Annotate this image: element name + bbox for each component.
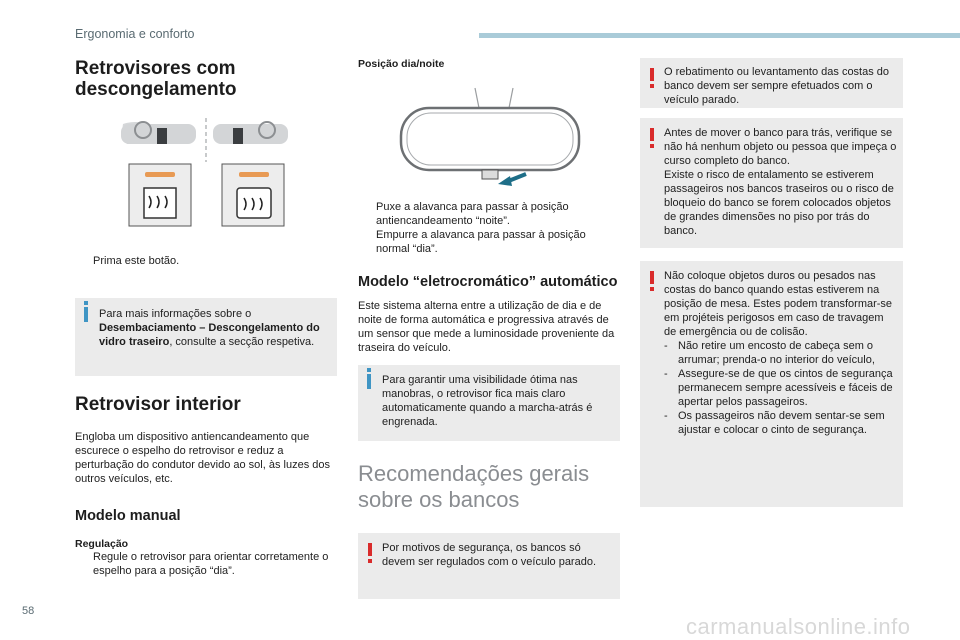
warning-box-seat-move: Antes de mover o banco para trás, verifique se não há nenhum objeto ou pessoa que impeça o curso completo do banco. Existe o risco de entalamento se estiverem passageiros nos bancos traseiros ou o risco de bloqueio do banco se forem colocados objetos de grandes dimensões no piso por trás do banco.: [640, 118, 903, 248]
manual-model-title: Modelo manual: [75, 508, 181, 524]
warning-icon: [368, 543, 372, 556]
seat-recommendations-title: Recomendações gerais sobre os bancos: [358, 461, 590, 512]
list-item: - Os passageiros não devem sentar-se sem ajustar e colocar o cinto de segurança.: [664, 410, 885, 436]
list-item: - Assegure-se de que os cintos de segurança permanecem sempre acessíveis e fáceis de apertar pelos passageiros.: [664, 368, 893, 408]
defrost-buttons-illustration: [75, 116, 337, 228]
mirrors-defrost-title: Retrovisores com descongelamento: [75, 58, 237, 100]
info-icon: [84, 307, 88, 322]
warning-box-seat-adjust: Por motivos de segurança, os bancos só devem ser regulados com o veículo parado.: [358, 533, 620, 599]
press-button-instruction: Prima este botão.: [75, 254, 337, 268]
electrochromic-text: Este sistema alterna entre a utilização de dia e de noite de forma automática e progressiva através de um sensor que mede a luminosidade proveniente da traseira do veículo.: [358, 300, 615, 354]
bullet-icon: [358, 200, 376, 228]
watermark: carmanualsonline.info: [686, 614, 911, 639]
bullet-icon: [75, 550, 93, 578]
warning-box-backrest: O rebatimento ou levantamento das costas do banco devem ser sempre efetuados com o veículo parado.: [640, 58, 903, 108]
regulation-label: Regulação: [75, 538, 129, 550]
section-header: Ergonomia e conforto: [75, 27, 195, 41]
regulation-instruction: Regule o retrovisor para orientar corretamente o espelho para a posição “dia”.: [75, 550, 337, 578]
bullet-icon: [75, 254, 93, 268]
pull-lever-instruction: Puxe a alavanca para passar à posição antiencandeamento “noite”.: [358, 200, 620, 228]
column-right: [640, 58, 903, 507]
warning-icon: [650, 68, 654, 81]
push-lever-instruction: Empurre a alavanca para passar à posição normal “dia”.: [358, 228, 620, 256]
column-left: [75, 58, 337, 578]
warning-icon: [650, 271, 654, 284]
warning-box-objects: Não coloque objetos duros ou pesados nas costas do banco quando estas estiverem na posição de mesa. Estes podem transformar-se em projéteis perigosos em caso de travagem de emergência ou de colisão. - Não retire um encosto de cabeça sem o arrumar; prenda-o no interior do veículo, - Assegure-se de que os cintos de segurança permanecem sempre acessíveis e fáceis de apertar pelos passageiros. - Os passageiros não devem sentar-se sem ajustar e colocar o cinto de segurança.: [640, 261, 903, 507]
warning-icon: [650, 128, 654, 141]
interior-mirror-title: Retrovisor interior: [75, 394, 241, 415]
list-item: - Não retire um encosto de cabeça sem o arrumar; prenda-o no interior do veículo,: [664, 340, 875, 366]
bullet-icon: [358, 228, 376, 256]
interior-mirror-text: Engloba um dispositivo antiencandeamento que escurece o espelho do retrovisor e reduz a perturbação do condutor devido ao sol, às luzes dos outros veículos, etc.: [75, 431, 330, 485]
electrochromic-title: Modelo “eletrocromático” automático: [358, 274, 618, 290]
defrost-reference-link: Desembaciamento – Descongelamento do vidro traseiro: [99, 322, 320, 348]
page-number: 58: [22, 605, 35, 617]
column-middle: [358, 58, 620, 599]
info-icon: [367, 374, 371, 389]
day-night-label: Posição dia/noite: [358, 58, 445, 70]
header-bar: [479, 33, 960, 38]
info-box-reverse: Para garantir uma visibilidade ótima nas manobras, o retrovisor fica mais claro automaticamente quando a marcha-atrás é engrenada.: [358, 365, 620, 441]
info-box-defrost: Para mais informações sobre o Desembaciamento – Descongelamento do vidro traseiro, consulte a secção respetiva.: [75, 298, 337, 376]
rearview-mirror-illustration: [358, 78, 620, 186]
